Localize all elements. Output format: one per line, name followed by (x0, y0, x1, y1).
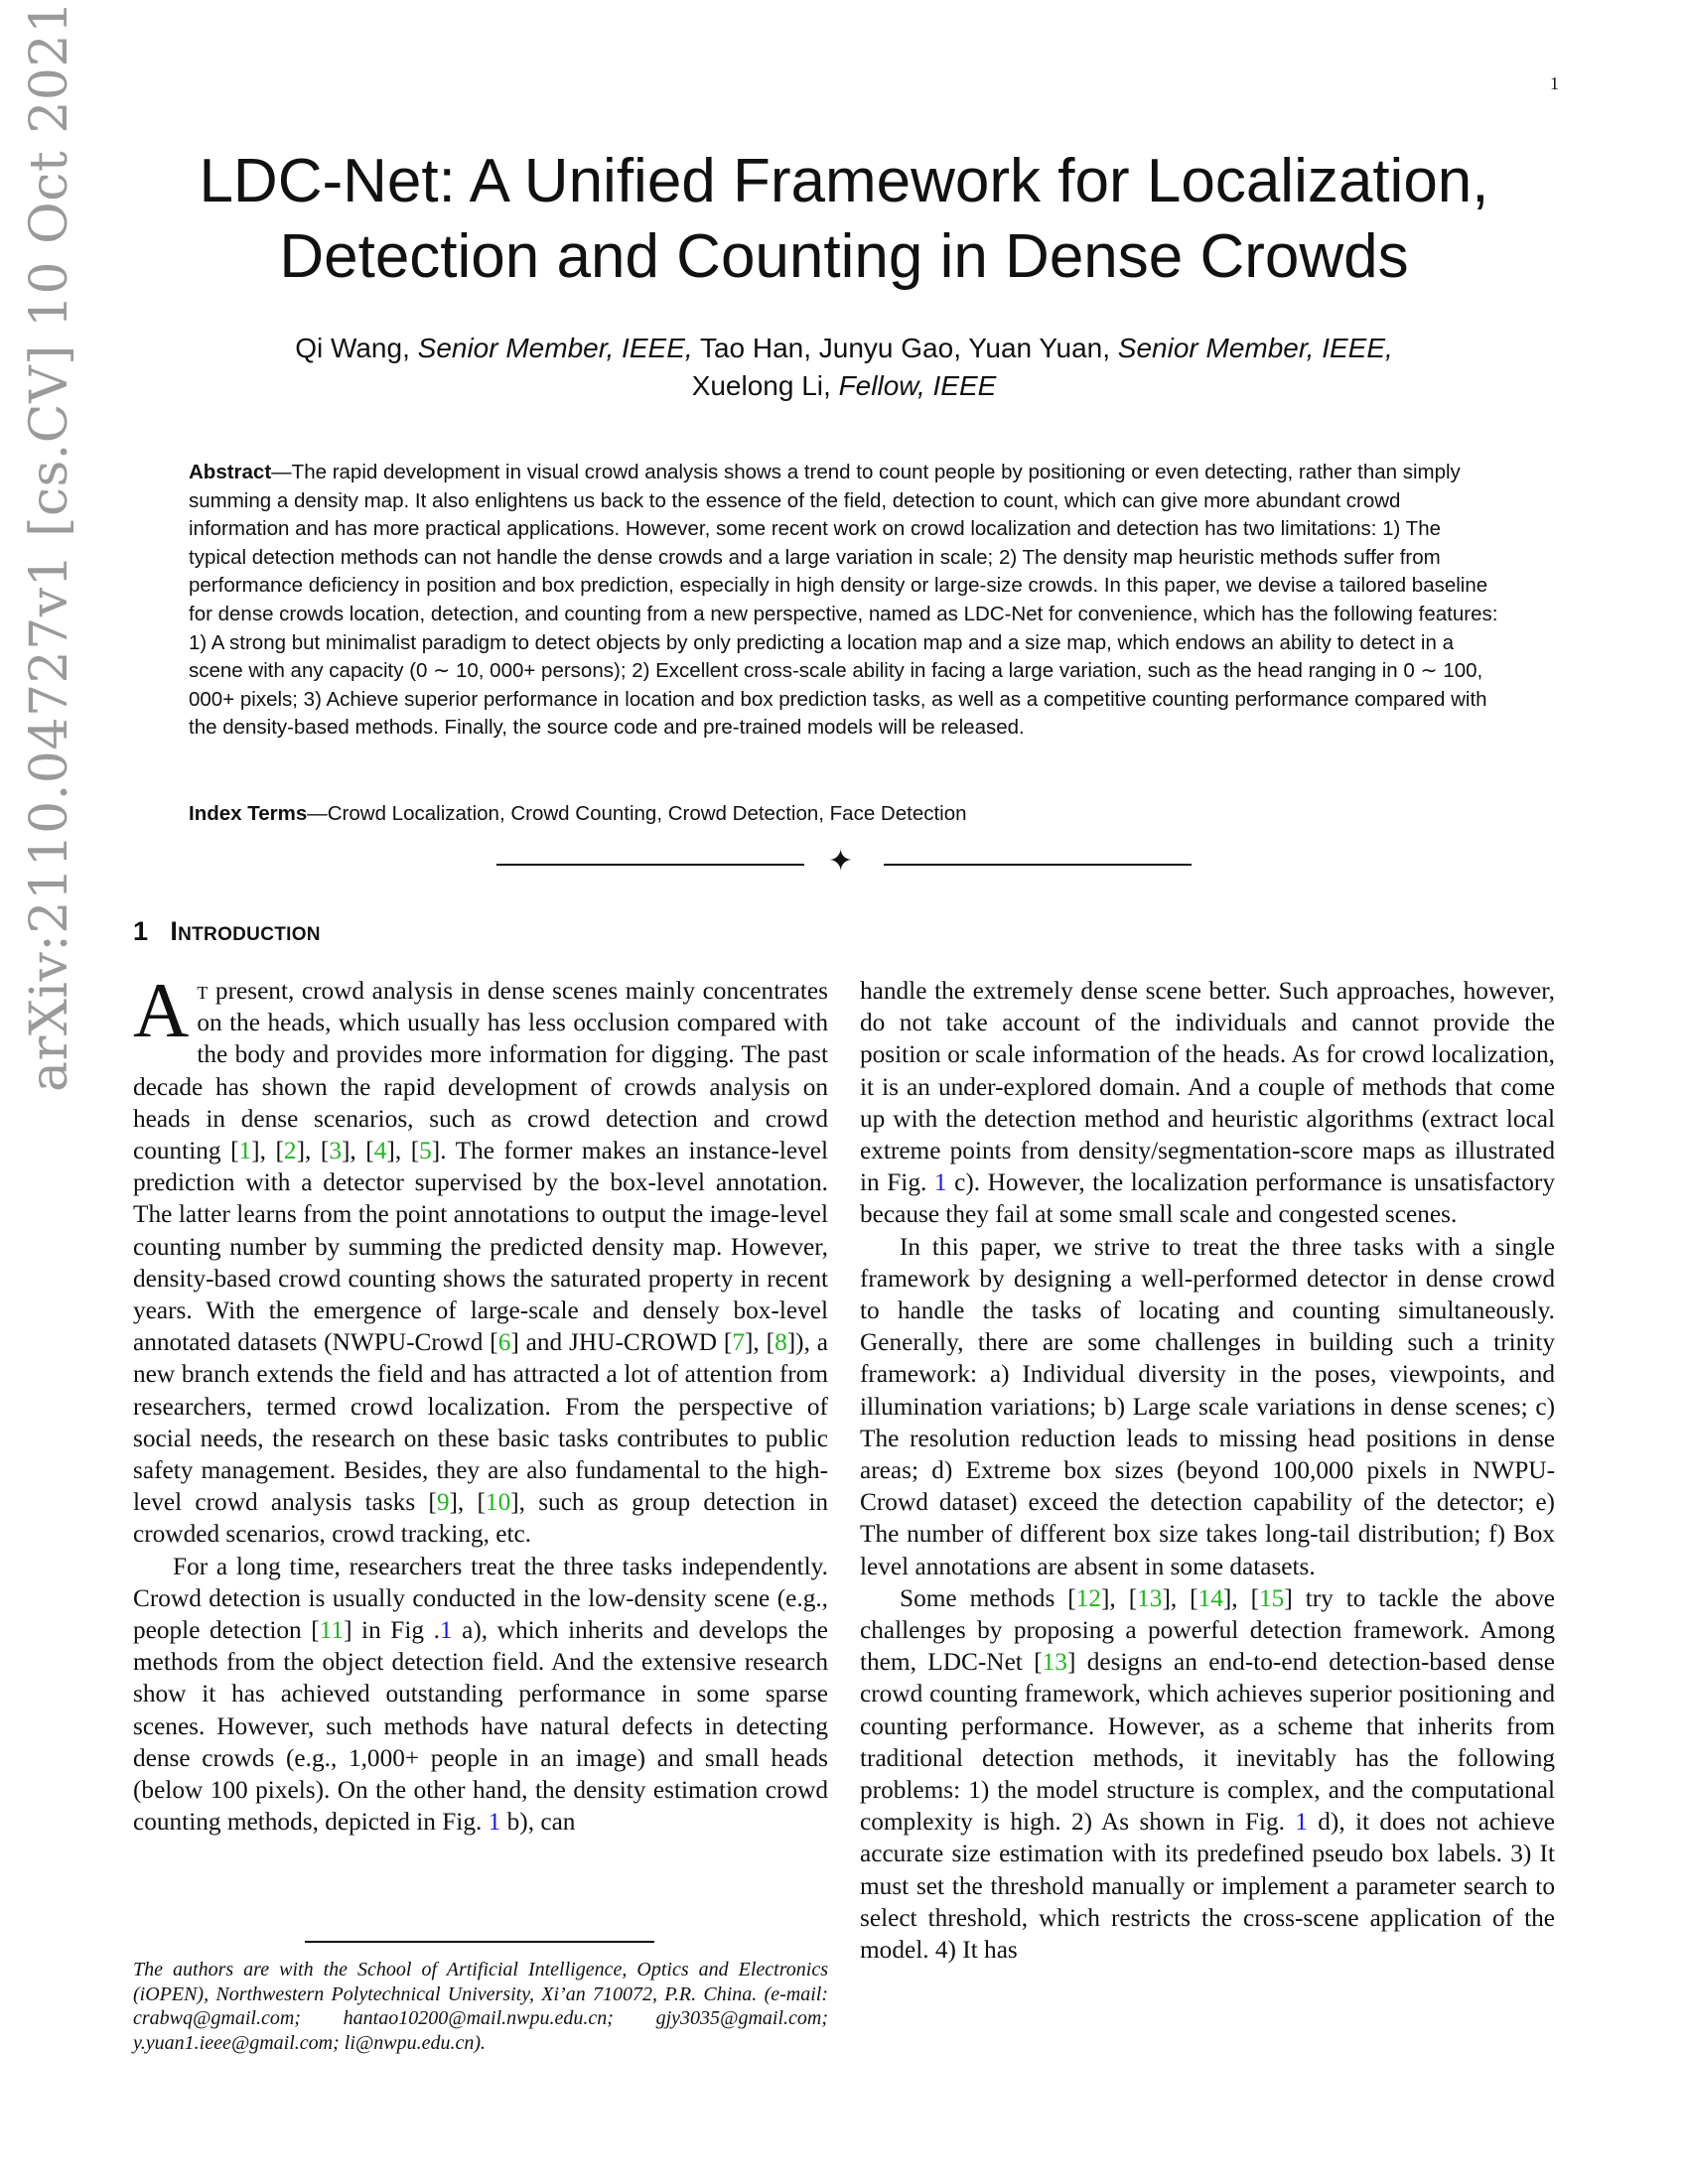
author-2: Tao Han, Junyu Gao, Yuan Yuan, (699, 333, 1111, 363)
index-terms-label: Index Terms (189, 802, 308, 825)
citation-link[interactable]: 3 (329, 1137, 342, 1165)
text-run: d), it does not achieve accurate size estimation with its predefined pseudo box labels. 3) It must set the threshold manually or implement a parameter search to select threshold, which restricts the cross-scene application of the model. 4) It has (860, 1808, 1556, 1965)
left-column (133, 967, 829, 1838)
text-run: ] and JHU-CROWD [ (510, 1328, 733, 1357)
citation-link[interactable]: 12 (1075, 1583, 1101, 1612)
citation-link[interactable]: 13 (1137, 1583, 1163, 1612)
citation-link[interactable]: 13 (1042, 1648, 1067, 1677)
page-number: 1 (1550, 73, 1559, 93)
citation-link[interactable]: 14 (1197, 1583, 1223, 1612)
title-line-2: Detection and Counting in Dense Crowds (279, 222, 1409, 291)
arxiv-stamp-text: arXiv:2110.04727v1 [cs.CV] 10 Oct 2021 (20, 0, 79, 1092)
author-2-role: Senior Member, IEEE, (1117, 333, 1393, 363)
paper-title (129, 144, 1559, 295)
text-run: ], [ (449, 1488, 486, 1517)
text-run: c). However, the localization performance is unsatisfactory because they fail at some small scale and congested scenes. (860, 1168, 1555, 1229)
arxiv-stamp (0, 0, 99, 1578)
footnote-rule (305, 1941, 654, 1943)
figure-link[interactable]: 1 (439, 1616, 453, 1645)
author-list (129, 330, 1559, 405)
author-1-role: Senior Member, IEEE, (417, 333, 693, 363)
text-run: b), can (500, 1808, 576, 1837)
section-title: Introduction (170, 916, 321, 946)
citation-link[interactable]: 5 (419, 1137, 432, 1165)
drop-cap: A (133, 967, 190, 1053)
footnote-affiliation: The authors are with the School of Artificial Intelligence, Optics and Electronics (iOPEN), Northwestern Polytechnical University, Xi’an 710072, P.R. China. (e-mail: crabwq@gmail.com; hantao10200@mail.nwpu.edu.cn; gjy3035@gmail.com; y.yuan1.ieee@gmail.com; li@nwpu.edu.cn). (133, 1959, 828, 2054)
figure-link[interactable]: 1 (933, 1168, 947, 1197)
author-3-role: Fellow, IEEE (838, 370, 997, 401)
section-number: 1 (133, 916, 149, 946)
author-3: Xuelong Li, (691, 370, 831, 401)
text-run: Some methods [ (900, 1583, 1076, 1612)
citation-link[interactable]: 6 (497, 1328, 511, 1357)
right-paragraph-1 (860, 975, 1555, 1231)
text-run: ] in Fig . (344, 1616, 440, 1645)
citation-link[interactable]: 15 (1259, 1583, 1285, 1612)
section-divider (496, 844, 1192, 880)
text-run: a), which inherits and develops the methods from the object detection field. And the extensive research show it has achieved outstanding performance in some sparse scenes. However, such methods have natural defects in detecting dense crowds (e.g., 1,000+ people in an image) and small heads (below 100 pixels). On the other hand, the density estimation crowd counting methods, depicted in Fig. (133, 1616, 828, 1837)
citation-link[interactable]: 2 (283, 1137, 297, 1165)
text-run: For a long time, researchers treat the three tasks independently. Crowd detection is usually conducted in the low-density scene (e.g., people detection [ (133, 1552, 828, 1645)
abstract-text: —The rapid development in visual crowd analysis shows a trend to count people by positioning or even detecting, rather than simply summing a density map. It also enlightens us back to the essence of the field, detection to count, which can give more abundant crowd information and has more practical applications. However, some recent work on crowd localization and detection has two limitations: 1) The typical detection methods can not handle the dense crowds and a large variation in scale; 2) The density map heuristic methods suffer from performance deficiency in position and box prediction, especially in high density or large-size crowds. In this paper, we devise a tailored baseline for dense crowds location, detection, and counting from a new perspective, named as LDC-Net for convenience, which has the following features: 1) A strong but minimalist paradigm to detect objects by only predicting a location map and a size map, which endows an ability to detect in a scene with any capacity (0 ∼ 10, 000+ persons); 2) Excellent cross-scale ability in facing a large variation, such as the head ranging in 0 ∼ 100, 000+ pixels; 3) Achieve superior performance in location and box prediction tasks, as well as a competitive counting performance compared with the density-based methods. Finally, the source code and pre-trained models will be released. (189, 461, 1498, 740)
text-run: ] designs an end-to-end detection-based dense crowd counting framework, which achieves superior positioning and counting performance. However, as a scheme that inherits from traditional detection methods, it inevitably has the following problems: 1) the model structure is complex, and the computational complexity is high. 2) As shown in Fig. (860, 1648, 1555, 1837)
text-run: ], [ (1222, 1583, 1260, 1612)
abstract (189, 459, 1499, 743)
text-run: ], [ (745, 1328, 775, 1357)
citation-link[interactable]: 10 (485, 1488, 511, 1517)
citation-link[interactable]: 11 (319, 1616, 345, 1645)
right-paragraph-3 (860, 1582, 1555, 1966)
index-terms (189, 800, 1499, 828)
abstract-label: Abstract (189, 461, 272, 483)
text-run: ], such as group detection in crowded scenarios, crowd tracking, etc. (133, 1488, 828, 1549)
citation-link[interactable]: 4 (373, 1137, 387, 1165)
text-run: ], [ (1162, 1583, 1198, 1612)
text-run: ], [ (251, 1137, 284, 1165)
text-run: present, crowd analysis in dense scenes mainly concentrates on the heads, which usually has less occlusion compared with the body and provides more information for digging. The past decade has shown the rapid development of crowds analysis on heads in dense scenarios, such as crowd detection and crowd counting [ (133, 977, 828, 1165)
citation-link[interactable]: 7 (732, 1328, 745, 1357)
text-run: ], [ (296, 1137, 330, 1165)
author-1: Qi Wang, (295, 333, 410, 363)
text-run: ] try to tackle the above challenges by proposing a powerful detection framework. Among them, LDC-Net [ (860, 1583, 1556, 1677)
figure-link[interactable]: 1 (488, 1808, 501, 1837)
left-paragraph-1 (133, 967, 829, 1551)
divider-line-right (884, 864, 1192, 866)
text-run: ], [ (1101, 1583, 1138, 1612)
citation-link[interactable]: 8 (774, 1328, 787, 1357)
text-run: ]), a new branch extends the field and has attracted a lot of attention from researchers, termed crowd localization. From the perspective of social needs, the research on these basic tasks contributes to public safety management. Besides, they are also fundamental to the high-level crowd analysis tasks [ (133, 1328, 829, 1517)
text-run: ], [ (386, 1137, 420, 1165)
right-column (860, 975, 1555, 1966)
first-word: t (197, 977, 209, 1005)
figure-link[interactable]: 1 (1295, 1808, 1308, 1837)
title-line-1: LDC-Net: A Unified Framework for Localization, (199, 147, 1489, 215)
text-run: ]. The former makes an instance-level prediction with a detector supervised by the box-level annotation. The latter learns from the point annotations to output the image-level counting number by summing the predicted density map. However, density-based crowd counting shows the saturated property in recent years. With the emergence of large-scale and densely box-level annotated datasets (NWPU-Crowd [ (133, 1137, 829, 1357)
section-heading (133, 916, 321, 947)
citation-link[interactable]: 1 (238, 1137, 252, 1165)
citation-link[interactable]: 9 (436, 1488, 450, 1517)
text-run: ], [ (341, 1137, 374, 1165)
index-terms-text: —Crowd Localization, Crowd Counting, Crowd Detection, Face Detection (307, 802, 967, 825)
divider-star-icon: ✦ (828, 844, 854, 879)
divider-line-left (496, 864, 804, 866)
text-run: handle the extremely dense scene better. Such approaches, however, do not take account of the individuals and cannot provide the position or scale information of the heads. As for crowd localization, it is an under-explored domain. And a couple of methods that come up with the detection method and heuristic algorithms (extract local extreme points from density/segmentation-score maps as illustrated in Fig. (860, 977, 1555, 1197)
right-paragraph-2: In this paper, we strive to treat the three tasks with a single framework by designing a well-performed detector in dense crowd to handle the tasks of locating and counting simultaneously. Generally, there are some challenges in building such a trinity framework: a) Individual diversity in the poses, viewpoints, and illumination variations; b) Large scale variations in dense scenes; c) The resolution reduction leads to missing head positions in dense areas; d) Extreme box sizes (beyond 100,000 pixels in NWPU-Crowd dataset) exceed the detection capability of the detector; e) The number of different box size takes long-tail distribution; f) Box level annotations are absent in some datasets. (860, 1232, 1555, 1580)
left-paragraph-2 (133, 1551, 828, 1839)
